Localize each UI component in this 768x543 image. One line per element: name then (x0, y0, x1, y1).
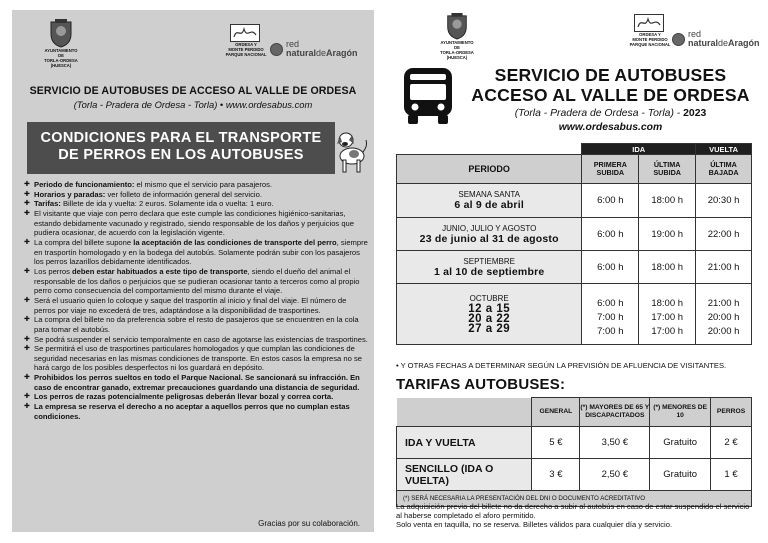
conditions-list (24, 180, 369, 421)
condition-item: ✚ Periodo de funcionamiento: el mismo que el servicio para pasajeros. (24, 180, 369, 190)
thanks-note: Gracias por su colaboración. (258, 519, 360, 528)
national-park-caption: ORDESA Y MONTE PERDIDO PARQUE NACIONAL (629, 32, 671, 47)
time-cell: 21:00 h 20:00 h 20:00 h (696, 284, 752, 345)
period-cell: JUNIO, JULIO Y AGOSTO 23 de junio al 31 de agosto (397, 218, 582, 251)
fare-cell: 2,50 € (580, 459, 650, 491)
fine-print-2: Solo venta en taquilla, no se reserva. Billetes válidos para cualquier día y servicio. (396, 520, 673, 529)
time-cell: 19:00 h (639, 218, 696, 251)
period-cell: SEMANA SANTA 6 al 9 de abril (397, 184, 582, 218)
rna-line1: red (286, 39, 300, 49)
col-ultima-bajada: ÚLTIMA BAJADA (696, 155, 752, 184)
banner-line1: CONDICIONES PARA EL TRANSPORTE (40, 130, 322, 146)
left-title: SERVICIO DE AUTOBUSES DE ACCESO AL VALLE DE ORDESA (29, 85, 357, 97)
period-cell: SEPTIEMBRE 1 al 10 de septiembre (397, 251, 582, 284)
time-cell: 18:00 h (639, 184, 696, 218)
fare-name: SENCILLO (IDA O VUELTA) (397, 459, 532, 491)
main-title-line2: ACCESO AL VALLE DE ORDESA (471, 85, 750, 105)
condition-item: ✚ Prohibidos los perros sueltos en todo el Parque Nacional. Se sancionará su infracción. En caso de encontrar ganado, extremar precauciones guardando una distancia de seguridad. (24, 373, 369, 392)
fares-footnote: (*) SERÁ NECESARIA LA PRESENTACIÓN DEL DNI O DOCUMENTO ACREDITATIVO (397, 491, 752, 507)
col-primera-subida: PRIMERA SUBIDA (582, 155, 639, 184)
fare-cell: 3 € (532, 459, 580, 491)
national-park-emblem (634, 14, 664, 32)
crest-icon (47, 18, 75, 48)
fare-cell: 1 € (711, 459, 752, 491)
time-cell: 6:00 h (582, 184, 639, 218)
route-subtitle: (Torla - Pradera de Ordesa - Torla) - 2023 (514, 108, 707, 119)
condition-item: ✚ La compra del billete supone la aceptación de las condiciones de transporte del perro, siempre en trasportín homologado y en la bodega del autobús. Solamente podrán subir con los pasajeros los perros lazarillos debidamente identificados. (24, 238, 369, 267)
banner-line2: DE PERROS EN LOS AUTOBUSES (58, 147, 304, 163)
fare-header: (*) MAYORES DE 65 Y DISCAPACITADOS (580, 398, 650, 427)
national-park-caption: ORDESA Y MONTE PERDIDO PARQUE NACIONAL (225, 42, 267, 57)
condition-item: ✚ Será el usuario quien lo coloque y saque del trasportín al inicio y final del viaje. El número de perros por viaje no excederá de tres, adaptándose a la disponibilidad de trasportines. (24, 296, 369, 315)
year: 2023 (683, 108, 707, 119)
condition-item: ✚ Se podrá suspender el servicio temporalmente en caso de agotarse las existencias de trasportines. (24, 335, 369, 345)
fare-header: PERROS (711, 398, 752, 427)
municipality-crest (32, 18, 90, 68)
dog-icon (330, 126, 370, 174)
fine-print-1: La adquisición previa del billete no da derecho a subir al autobús en caso de estar suspendido el servicio al haberse completado el aforo permitido. (396, 502, 750, 520)
col-ultima-subida: ÚLTIMA SUBIDA (639, 155, 696, 184)
red-natural-aragon-logo (672, 30, 760, 48)
fare-cell: 3,50 € (580, 427, 650, 459)
fare-cell: 5 € (532, 427, 580, 459)
crest-caption: AYUNTAMIENTO DE TORLA-ORDESA (HUESCA) (44, 48, 78, 68)
bus-service-panel (388, 10, 760, 532)
group-vuelta: VUELTA (696, 144, 752, 155)
red-natural-aragon-logo (270, 40, 358, 58)
time-cell: 6:00 h 7:00 h 7:00 h (582, 284, 639, 345)
time-cell: 6:00 h (582, 218, 639, 251)
condition-item: ✚ La empresa se reserva el derecho a no aceptar a aquellos perros que no cumplan estas condiciones. (24, 402, 369, 421)
dog-conditions-panel (12, 10, 374, 532)
rna-line2: naturaldeAragón (688, 38, 760, 48)
time-cell: 22:00 h (696, 218, 752, 251)
condition-item: ✚ La compra del billete no da preferencia sobre el resto de pasajeros que se encuentren en la cola para tomar el autobús. (24, 315, 369, 334)
table-row (397, 218, 752, 251)
condition-item: ✚ Los perros de razas potencialmente peligrosas deberán llevar bozal y correa corta. (24, 392, 369, 402)
condition-item: ✚ Horarios y paradas: ver folleto de información general del servicio. (24, 190, 369, 200)
website: www.ordesabus.com (558, 122, 663, 133)
table-row (397, 184, 752, 218)
rna-line1: red (688, 29, 702, 39)
condition-item: ✚ Tarifas: Billete de ida y vuelta: 2 euros. Solamente ida o vuelta: 1 euro. (24, 199, 369, 209)
national-park-logo (224, 24, 268, 57)
fare-cell: Gratuito (650, 459, 711, 491)
condition-item: ✚ Se permitirá el uso de trasportines particulares homologados y que cumplan las condiciones de seguridad necesarias en las mismas condiciones de transporte. En estos casos la empresa no se hará cargo de los posibles desperfectos ni los guardará en depósito. (24, 344, 369, 373)
rna-line2: naturaldeAragón (286, 48, 358, 58)
fares-title: TARIFAS AUTOBUSES: (396, 376, 566, 393)
municipality-crest (428, 12, 486, 60)
rna-circle-icon (270, 43, 283, 56)
fare-cell: 2 € (711, 427, 752, 459)
time-cell: 18:00 h (639, 251, 696, 284)
left-header (12, 10, 374, 86)
crest-icon (444, 12, 470, 40)
main-title (468, 65, 753, 105)
col-periodo: PERIODO (397, 155, 582, 184)
table-row (397, 251, 752, 284)
dates-note: • Y OTRAS FECHAS A DETERMINAR SEGÚN LA PREVISIÓN DE AFLUENCIA DE VISITANTES. (396, 361, 727, 370)
fare-name: IDA Y VUELTA (397, 427, 532, 459)
national-park-emblem (230, 24, 260, 42)
time-cell: 18:00 h 17:00 h 17:00 h (639, 284, 696, 345)
crest-caption: AYUNTAMIENTO DE TORLA-ORDESA (HUESCA) (440, 40, 474, 60)
condition-item: ✚ El visitante que viaje con perro declara que este cumple las condiciones higiénico-sanitarias, estando debidamente vacunado y registrado, siendo responsable de los daños y perjuicios que pudiera ocasionar, de acuerdo con la legislación vigente. (24, 209, 369, 238)
fare-cell: Gratuito (650, 427, 711, 459)
period-cell-october: OCTUBRE 12 a 15 20 a 22 27 a 29 (397, 284, 582, 345)
table-row (397, 459, 752, 491)
fare-header: GENERAL (532, 398, 580, 427)
fares-table (396, 397, 752, 507)
right-header (388, 10, 760, 60)
time-cell: 20:30 h (696, 184, 752, 218)
table-row (397, 284, 752, 345)
main-title-line1: SERVICIO DE AUTOBUSES (494, 65, 727, 85)
dog-conditions-banner (27, 122, 335, 174)
rna-circle-icon (672, 33, 685, 46)
group-ida: IDA (582, 144, 696, 155)
fine-print (396, 502, 756, 529)
fare-header: (*) MENORES DE 10 (650, 398, 711, 427)
bus-icon (400, 66, 456, 126)
time-cell: 21:00 h (696, 251, 752, 284)
national-park-logo (628, 14, 672, 47)
table-row (397, 427, 752, 459)
time-cell: 6:00 h (582, 251, 639, 284)
condition-item: ✚ Los perros deben estar habituados a este tipo de transporte, siendo el dueño del animal el responsable de los daños o perjuicios que se pudieran ocasionar tanto a terceros como al propio perro como consecuencia del comportamiento del mismo durante el viaje. (24, 267, 369, 296)
left-subtitle: (Torla - Pradera de Ordesa - Torla) • www.ordesabus.com (73, 99, 313, 110)
schedule-table (396, 143, 752, 345)
